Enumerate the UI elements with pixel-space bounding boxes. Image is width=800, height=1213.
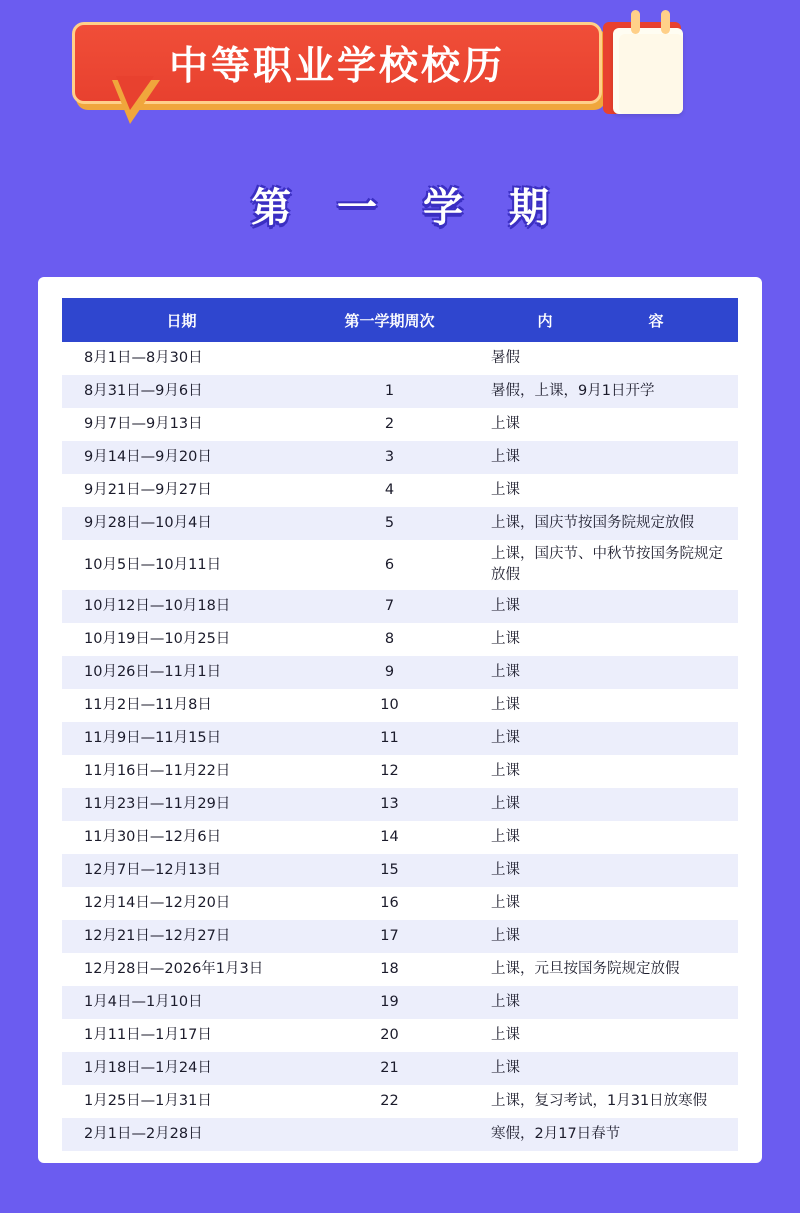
cell-content: 上课 <box>491 928 520 945</box>
cell-date: 10月5日—10月11日 <box>84 556 222 573</box>
header-banner-area <box>0 0 800 160</box>
cell-content: 上课 <box>491 448 520 465</box>
cell-week: 2 <box>384 415 395 432</box>
cell-week: 7 <box>384 598 395 615</box>
column-header-date: 日期 <box>62 298 302 342</box>
cell-week: 6 <box>384 556 395 573</box>
cell-week: 1 <box>384 382 395 399</box>
table-row <box>62 689 738 722</box>
column-header-content: 内 容 <box>477 298 738 342</box>
cell-week: 17 <box>380 928 399 945</box>
cell-content: 上课 <box>491 730 520 747</box>
cell-week: 10 <box>380 697 399 714</box>
cell-content: 上课 <box>491 895 520 912</box>
cell-week: 21 <box>380 1060 399 1077</box>
cell-date: 10月12日—10月18日 <box>84 598 231 615</box>
cell-week: 13 <box>380 796 399 813</box>
cell-content: 暑假 <box>491 349 520 366</box>
table-row <box>62 887 738 920</box>
cell-content: 上课，元旦按国务院规定放假 <box>491 961 680 978</box>
table-row <box>62 375 738 408</box>
table-row <box>62 590 738 623</box>
cell-week: 11 <box>380 730 399 747</box>
cell-week: 15 <box>380 862 399 879</box>
cell-week: 3 <box>384 448 395 465</box>
cell-date: 1月25日—1月31日 <box>84 1093 212 1110</box>
calendar-ring-right <box>661 10 670 34</box>
cell-date: 8月1日—8月30日 <box>84 349 203 366</box>
cell-content: 上课 <box>491 1027 520 1044</box>
table-row <box>62 920 738 953</box>
cell-date: 12月21日—12月27日 <box>84 928 231 945</box>
cell-content: 上课，国庆节、中秋节按国务院规定放假 <box>491 546 723 584</box>
cell-week: 4 <box>384 481 395 498</box>
cell-content: 暑假，上课，9月1日开学 <box>491 382 655 399</box>
cell-week: 12 <box>380 763 399 780</box>
table-row <box>62 1085 738 1118</box>
cell-date: 10月19日—10月25日 <box>84 631 231 648</box>
cell-date: 11月30日—12月6日 <box>84 829 222 846</box>
calendar-ring-left <box>631 10 640 34</box>
cell-week: 18 <box>380 961 399 978</box>
table-row <box>62 408 738 441</box>
cell-date: 1月4日—1月10日 <box>84 994 203 1011</box>
calendar-icon <box>585 8 695 118</box>
cell-week: 19 <box>380 994 399 1011</box>
cell-date: 11月2日—11月8日 <box>84 697 212 714</box>
table-body <box>62 342 738 1151</box>
cell-content: 上课，国庆节按国务院规定放假 <box>491 514 694 531</box>
table-row <box>62 854 738 887</box>
cell-content: 上课 <box>491 1060 520 1077</box>
cell-week: 22 <box>380 1093 399 1110</box>
table-row <box>62 1019 738 1052</box>
cell-week <box>302 1118 477 1151</box>
table-row <box>62 540 738 590</box>
cell-content: 上课，复习考试，1月31日放寒假 <box>491 1093 708 1110</box>
table-row <box>62 953 738 986</box>
table-row <box>62 441 738 474</box>
cell-date: 11月23日—11月29日 <box>84 796 231 813</box>
table-row <box>62 986 738 1019</box>
cell-date: 11月16日—11月22日 <box>84 763 231 780</box>
cell-date: 12月28日—2026年1月3日 <box>84 961 264 978</box>
cell-date: 2月1日—2月28日 <box>84 1126 203 1143</box>
calendar-table <box>62 298 738 1151</box>
cell-date: 12月7日—12月13日 <box>84 862 222 879</box>
table-row <box>62 755 738 788</box>
cell-content: 上课 <box>491 763 520 780</box>
cell-week <box>302 342 477 375</box>
table-row <box>62 821 738 854</box>
table-row <box>62 474 738 507</box>
table-row <box>62 656 738 689</box>
cell-content: 上课 <box>491 796 520 813</box>
cell-week: 20 <box>380 1027 399 1044</box>
cell-content: 上课 <box>491 664 520 681</box>
table-row <box>62 507 738 540</box>
cell-date: 12月14日—12月20日 <box>84 895 231 912</box>
table-row <box>62 1118 738 1151</box>
banner-tail <box>116 76 154 110</box>
cell-date: 9月14日—9月20日 <box>84 448 212 465</box>
cell-week: 8 <box>384 631 395 648</box>
cell-content: 上课 <box>491 631 520 648</box>
cell-date: 1月18日—1月24日 <box>84 1060 212 1077</box>
cell-date: 8月31日—9月6日 <box>84 382 203 399</box>
column-header-week: 第一学期周次 <box>302 298 477 342</box>
cell-content: 上课 <box>491 829 520 846</box>
term-title: 第 一 学 期 <box>251 185 565 231</box>
calendar-inner-sheet <box>619 34 683 114</box>
table-row <box>62 788 738 821</box>
cell-date: 9月28日—10月4日 <box>84 514 212 531</box>
table-row <box>62 722 738 755</box>
cell-content: 上课 <box>491 598 520 615</box>
cell-date: 1月11日—1月17日 <box>84 1027 212 1044</box>
cell-content: 上课 <box>491 994 520 1011</box>
cell-content: 上课 <box>491 481 520 498</box>
cell-date: 9月21日—9月27日 <box>84 481 212 498</box>
table-row <box>62 342 738 375</box>
cell-content: 上课 <box>491 697 520 714</box>
cell-week: 9 <box>384 664 395 681</box>
cell-date: 10月26日—11月1日 <box>84 664 222 681</box>
cell-content: 寒假，2月17日春节 <box>491 1126 621 1143</box>
calendar-card <box>38 277 762 1163</box>
cell-week: 14 <box>380 829 399 846</box>
page-title: 中等职业学校校历 <box>168 44 505 89</box>
cell-week: 5 <box>384 514 395 531</box>
table-row <box>62 623 738 656</box>
cell-content: 上课 <box>491 415 520 432</box>
cell-date: 9月7日—9月13日 <box>84 415 203 432</box>
cell-week: 16 <box>380 895 399 912</box>
cell-content: 上课 <box>491 862 520 879</box>
cell-date: 11月9日—11月15日 <box>84 730 222 747</box>
table-header-row <box>62 298 738 342</box>
table-row <box>62 1052 738 1085</box>
